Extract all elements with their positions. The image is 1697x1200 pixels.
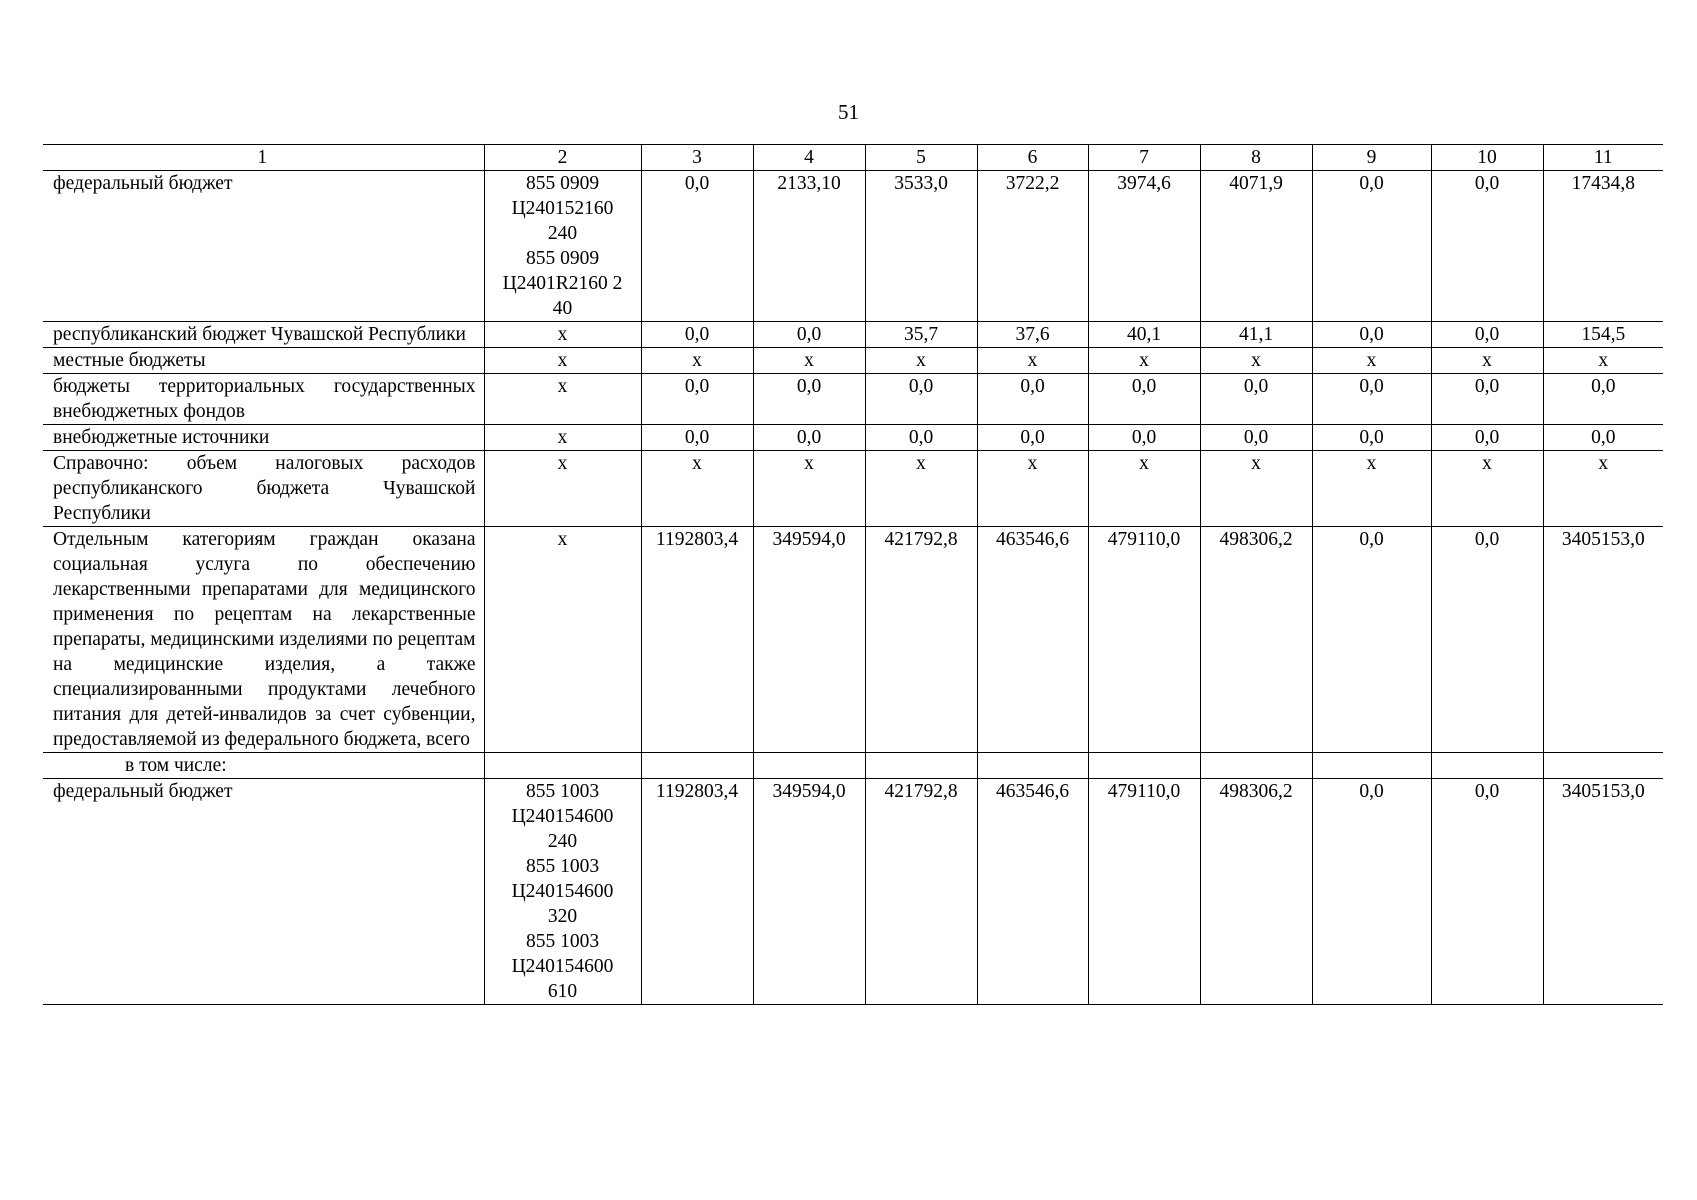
value-cell: x	[1543, 348, 1663, 374]
value-cell: 0,0	[1543, 374, 1663, 425]
value-cell: 0,0	[865, 425, 977, 451]
value-cell: x	[865, 348, 977, 374]
value-cell: 0,0	[1200, 374, 1312, 425]
value-cell: x	[1312, 451, 1431, 527]
value-cell: 0,0	[641, 171, 753, 322]
header-cell: 1	[43, 145, 484, 171]
value-cell: 463546,6	[977, 527, 1088, 753]
value-cell: 479110,0	[1088, 779, 1200, 1005]
row-label: внебюджетные источники	[43, 425, 484, 451]
value-cell	[1543, 753, 1663, 779]
budget-code: x	[484, 451, 641, 527]
value-cell: 0,0	[1431, 527, 1543, 753]
value-cell: 3722,2	[977, 171, 1088, 322]
header-cell: 7	[1088, 145, 1200, 171]
value-cell: 498306,2	[1200, 527, 1312, 753]
budget-code: 855 1003 Ц240154600 240 855 1003 Ц240154600 320 855 1003 Ц240154600 610	[484, 779, 641, 1005]
header-cell: 9	[1312, 145, 1431, 171]
value-cell: 463546,6	[977, 779, 1088, 1005]
value-cell: 0,0	[1088, 374, 1200, 425]
table-row	[43, 322, 1663, 348]
header-cell: 2	[484, 145, 641, 171]
value-cell: 349594,0	[753, 779, 865, 1005]
budget-code: x	[484, 527, 641, 753]
header-cell: 11	[1543, 145, 1663, 171]
value-cell: 0,0	[1431, 425, 1543, 451]
value-cell: x	[641, 348, 753, 374]
value-cell: 0,0	[1312, 527, 1431, 753]
table-row	[43, 451, 1663, 527]
value-cell: 3405153,0	[1543, 527, 1663, 753]
value-cell: 0,0	[1543, 425, 1663, 451]
value-cell	[1088, 753, 1200, 779]
row-label: федеральный бюджет	[43, 171, 484, 322]
value-cell	[641, 753, 753, 779]
value-cell: 0,0	[753, 322, 865, 348]
value-cell: 0,0	[1431, 171, 1543, 322]
row-label: республиканский бюджет Чувашской Республики	[43, 322, 484, 348]
table-row	[43, 779, 1663, 1005]
value-cell	[1200, 753, 1312, 779]
row-label: Справочно: объем налоговых расходов республиканского бюджета Чувашской Республики	[43, 451, 484, 527]
table-row	[43, 425, 1663, 451]
header-row	[43, 145, 1663, 171]
value-cell: 17434,8	[1543, 171, 1663, 322]
value-cell: 154,5	[1543, 322, 1663, 348]
value-cell	[753, 753, 865, 779]
value-cell: 0,0	[1312, 322, 1431, 348]
value-cell: 0,0	[865, 374, 977, 425]
budget-code	[484, 753, 641, 779]
value-cell: 0,0	[1312, 374, 1431, 425]
value-cell: x	[1312, 348, 1431, 374]
value-cell: 0,0	[1200, 425, 1312, 451]
value-cell: x	[1543, 451, 1663, 527]
row-label: Отдельным категориям граждан оказана социальная услуга по обеспечению лекарственными препаратами для медицинского применения по рецептам на лекарственные препараты, медицинскими изделиями по рецептам на медицинские изделия, а также специализированными продуктами лечебного питания для детей-инвалидов за счет субвенции, предоставляемой из федерального бюджета, всего	[43, 527, 484, 753]
value-cell: 421792,8	[865, 527, 977, 753]
value-cell: x	[1431, 348, 1543, 374]
header-cell: 6	[977, 145, 1088, 171]
value-cell: 3405153,0	[1543, 779, 1663, 1005]
value-cell: 0,0	[1431, 374, 1543, 425]
budget-code: x	[484, 425, 641, 451]
value-cell: x	[753, 451, 865, 527]
value-cell: 0,0	[977, 425, 1088, 451]
value-cell: 0,0	[1431, 322, 1543, 348]
value-cell: x	[865, 451, 977, 527]
header-cell: 5	[865, 145, 977, 171]
row-label: бюджеты территориальных государственных внебюджетных фондов	[43, 374, 484, 425]
value-cell: 4071,9	[1200, 171, 1312, 322]
row-label: в том числе:	[43, 753, 484, 779]
value-cell: 35,7	[865, 322, 977, 348]
value-cell: 0,0	[1312, 425, 1431, 451]
budget-code: x	[484, 374, 641, 425]
budget-code: x	[484, 348, 641, 374]
value-cell	[865, 753, 977, 779]
table-row	[43, 753, 1663, 779]
value-cell: 0,0	[1312, 779, 1431, 1005]
table-row	[43, 374, 1663, 425]
value-cell: x	[1088, 451, 1200, 527]
value-cell: 2133,10	[753, 171, 865, 322]
header-cell: 8	[1200, 145, 1312, 171]
budget-code: 855 0909 Ц240152160 240 855 0909 Ц2401R2160 2 40	[484, 171, 641, 322]
value-cell: 498306,2	[1200, 779, 1312, 1005]
value-cell: x	[753, 348, 865, 374]
value-cell: 1192803,4	[641, 779, 753, 1005]
header-cell: 4	[753, 145, 865, 171]
value-cell: 421792,8	[865, 779, 977, 1005]
row-label: федеральный бюджет	[43, 779, 484, 1005]
value-cell: 41,1	[1200, 322, 1312, 348]
value-cell: 37,6	[977, 322, 1088, 348]
value-cell: 0,0	[753, 374, 865, 425]
value-cell: x	[1200, 451, 1312, 527]
header-cell: 10	[1431, 145, 1543, 171]
value-cell: 349594,0	[753, 527, 865, 753]
value-cell: x	[977, 451, 1088, 527]
value-cell: 3533,0	[865, 171, 977, 322]
value-cell: 40,1	[1088, 322, 1200, 348]
table-row	[43, 171, 1663, 322]
value-cell: 3974,6	[1088, 171, 1200, 322]
value-cell: 1192803,4	[641, 527, 753, 753]
value-cell	[1312, 753, 1431, 779]
value-cell: 0,0	[1431, 779, 1543, 1005]
value-cell: 0,0	[1312, 171, 1431, 322]
budget-table	[43, 144, 1663, 1005]
header-cell: 3	[641, 145, 753, 171]
value-cell: 0,0	[977, 374, 1088, 425]
value-cell: x	[977, 348, 1088, 374]
value-cell: 0,0	[641, 322, 753, 348]
value-cell: 479110,0	[1088, 527, 1200, 753]
value-cell	[1431, 753, 1543, 779]
page-number: 51	[838, 100, 859, 124]
table-row	[43, 527, 1663, 753]
value-cell: 0,0	[641, 425, 753, 451]
value-cell: 0,0	[641, 374, 753, 425]
row-label: местные бюджеты	[43, 348, 484, 374]
budget-code: x	[484, 322, 641, 348]
value-cell: 0,0	[1088, 425, 1200, 451]
value-cell: x	[1088, 348, 1200, 374]
table-row	[43, 348, 1663, 374]
value-cell: x	[641, 451, 753, 527]
value-cell	[977, 753, 1088, 779]
value-cell: x	[1200, 348, 1312, 374]
value-cell: x	[1431, 451, 1543, 527]
value-cell: 0,0	[753, 425, 865, 451]
